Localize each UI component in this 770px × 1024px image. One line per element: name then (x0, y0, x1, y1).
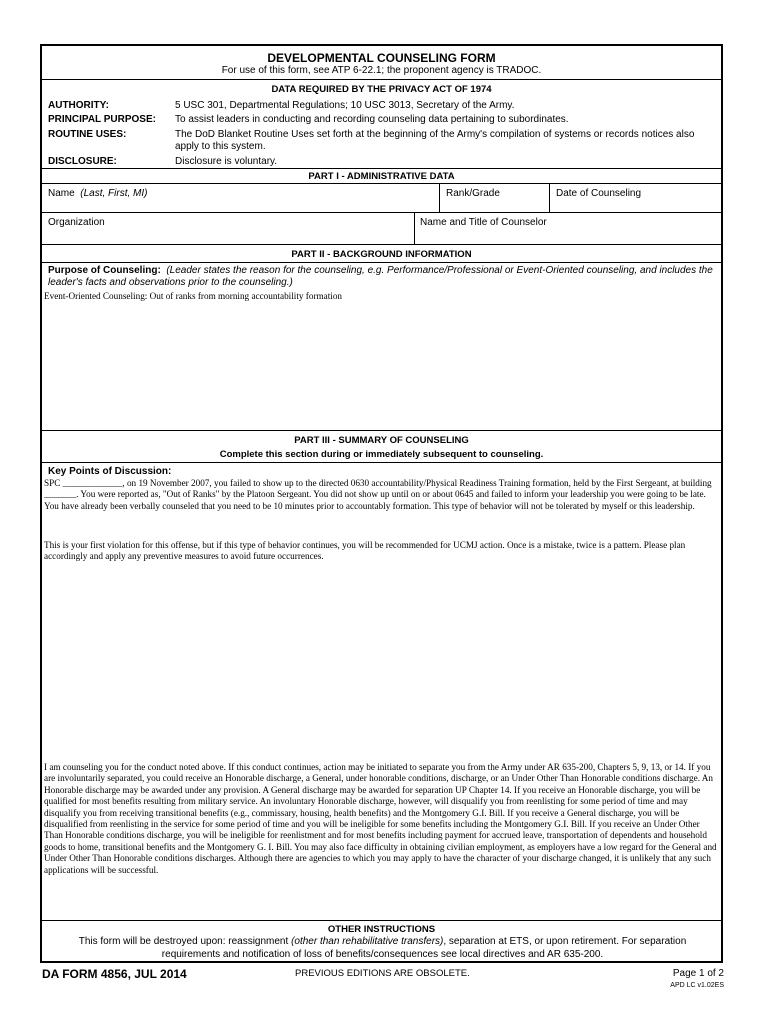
authority-text: 5 USC 301, Departmental Regulations; 10 USC 3013, Secretary of the Army. (175, 100, 515, 111)
disclosure-label: DISCLOSURE: (48, 156, 117, 167)
part1-heading: PART I - ADMINISTRATIVE DATA (308, 171, 455, 182)
routine-uses-text: The DoD Blanket Routine Uses set forth at the beginning of the Army's compilation of systems or records notices also apply to this system. (175, 129, 695, 152)
previous-editions-notice: PREVIOUS EDITIONS ARE OBSOLETE. (295, 968, 470, 979)
purpose-of-counseling-input[interactable]: Event-Oriented Counseling: Out of ranks from morning accountability formation (44, 291, 343, 301)
organization-label: Organization (48, 217, 105, 228)
organization-input[interactable] (44, 229, 410, 242)
authority-label: AUTHORITY: (48, 100, 109, 111)
key-points-paragraph: SPC _____________, on 19 November 2007, you failed to show up to the directed 0630 accountability/Physical Readiness Training formation, held by the First Sergeant, at building _______. You were reported as, "Out of Ranks" by the Platoon Sergeant. You did not show up until on or about 0645 and failed to inform your leadership you were going to be late. You have already been verbally counseled that you need to be 10 minutes prior to accountably formation. This type of behavior will not be tolerated by myself or this leadership. (44, 478, 712, 511)
counselor-label: Name and Title of Counselor (420, 217, 547, 228)
rank-grade-input[interactable] (443, 199, 545, 211)
divider (41, 920, 722, 921)
form-number: DA FORM 4856, JUL 2014 (42, 967, 187, 981)
key-points-input[interactable] (44, 478, 719, 918)
divider (41, 168, 722, 169)
form-subtitle: For use of this form, see ATP 6-22.1; the proponent agency is TRADOC. (221, 65, 542, 76)
divider (439, 183, 440, 212)
key-points-paragraph: This is your first violation for this offense, but if this type of behavior continues, you will be recommended for UCMJ action. Once is a mistake, twice is a pattern. Please plan accordingly and apply any preventive measures to avoid future occurrences. (44, 540, 686, 562)
divider (41, 79, 722, 80)
date-of-counseling-input[interactable] (553, 199, 719, 211)
name-input[interactable] (44, 199, 436, 211)
purpose-of-counseling-label: Purpose of Counseling: (Leader states the reason for the counseling, e.g. Performance/Professional or Event-Oriented counseling, and includes the leader's facts and observations prior to the counseling.) (48, 265, 713, 288)
divider (549, 183, 550, 212)
other-instructions-text: This form will be destroyed upon: reassignment (other than rehabilitative transfers), separation at ETS, or upon retirement. For separation requirements and notification of loss of benefits/consequences see local directives and AR 635-200. (78, 936, 687, 960)
key-points-paragraph: I am counseling you for the conduct noted above. If this conduct continues, action may be initiated to separate you from the Army under AR 635-200, Chapters 5, 9, 13, or 14. If you are involuntarily separated, you could receive an Honorable discharge, a General, under honorable conditions, discharge, or an Under Other Than Honorable conditions discharge. An Honorable discharge may be awarded under any provision. A General discharge may be awarded for separation UP Chapter 14. If you receive an Honorable discharge, you will be qualified for most benefits resulting from military service. An involuntary Honorable discharge, however, will disqualify you from reenlisting for some period of time and may disqualify you from receiving transitional benefits (e.g., commissary, housing, health benefits) and the Montgomery G.I. Bill. If you receive a General discharge, you will be disqualified from reenlisting in the service for some period of time and you will be ineligible for some benefits including the Montgomery G.I. Bill. If you receive an Under Other Than Honorable conditions discharge, you will be ineligible for reenlistment and for most benefits including payment for accrued leave, transportation of dependents and household goods to home, transitional benefits and the Montgomery G. I. Bill. You may also face difficulty in obtaining civilian employment, as employers have a low regard for the General and Under Other Than Honorable conditions discharges. Although there are agencies to which you may apply to have the character of your discharge changed, it is unlikely that any such applications will be successful. (44, 762, 717, 875)
key-points-label: Key Points of Discussion: (48, 466, 172, 477)
name-field-label: Name (Last, First, MI) (48, 188, 148, 199)
principal-purpose-label: PRINCIPAL PURPOSE: (48, 114, 156, 125)
part2-heading: PART II - BACKGROUND INFORMATION (291, 249, 472, 260)
divider (41, 462, 722, 463)
divider (41, 244, 722, 245)
disclosure-text: Disclosure is voluntary. (175, 156, 278, 167)
part3-subheading: Complete this section during or immediately subsequent to counseling. (219, 449, 544, 460)
privacy-heading: DATA REQUIRED BY THE PRIVACY ACT OF 1974 (271, 84, 492, 95)
divider (41, 212, 722, 213)
divider (414, 212, 415, 244)
date-of-counseling-label: Date of Counseling (556, 188, 642, 199)
form-version: APD LC v1.02ES (670, 982, 724, 989)
rank-grade-label: Rank/Grade (446, 188, 500, 199)
counselor-input[interactable] (418, 229, 719, 242)
part3-heading: PART III - SUMMARY OF COUNSELING (294, 435, 469, 446)
other-instructions-heading: OTHER INSTRUCTIONS (327, 924, 436, 935)
form-title: DEVELOPMENTAL COUNSELING FORM (267, 51, 496, 65)
routine-uses-label: ROUTINE USES: (48, 129, 127, 140)
divider (41, 262, 722, 263)
page-number: Page 1 of 2 (672, 968, 724, 979)
principal-purpose-text: To assist leaders in conducting and recording counseling data pertaining to subordinates. (175, 114, 569, 125)
divider (41, 430, 722, 431)
divider (41, 183, 722, 184)
